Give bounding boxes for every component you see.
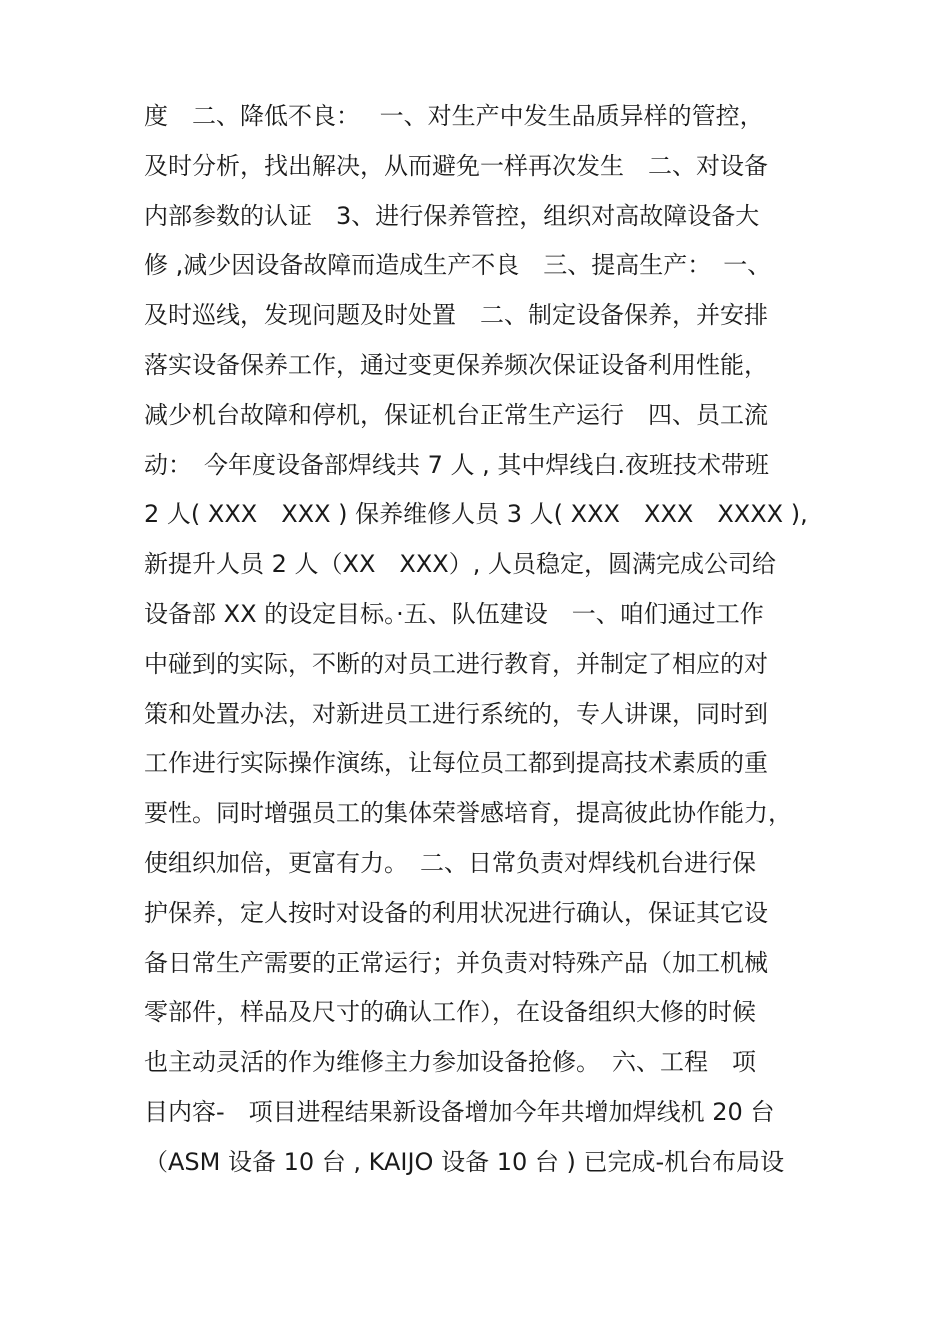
text-line-19: 零部件，样品及尺寸的确认工作），在设备组织大修的时候 <box>144 998 756 1027</box>
text-line-20: 也主动灵活的作为维修主力参加设备抢修。 六、工程 项 <box>144 1048 756 1077</box>
text-line-13: 策和处置办法，对新进员工进行系统的，专人讲课，同时到 <box>144 699 768 728</box>
text-line-7: 减少机台故障和停机，保证机台正常生产运行 四、员工流 <box>144 400 768 429</box>
text-line-15: 要性。同时增强员工的集体荣誉感培育，提高彼此协作能力， <box>144 799 792 828</box>
text-line-22: （ASM 设备 10 台 , KAIJO 设备 10 台 ) 已完成-机台布局设 <box>144 1147 785 1176</box>
text-line-4: 修 ,减少因设备故障而造成生产不良 三、提高生产： 一、 <box>144 251 772 280</box>
text-line-3: 内部参数的认证 3、进行保养管控，组织对高故障设备大 <box>144 201 760 230</box>
text-line-9: 2 人( XXX XXX ) 保养维修人员 3 人( XXX XXX XXXX ), <box>144 500 808 529</box>
text-line-8: 动： 今年度设备部焊线共 7 人 , 其中焊线白.夜班技术带班 <box>144 450 770 479</box>
text-line-16: 使组织加倍，更富有力。 二、日常负责对焊线机台进行保 <box>144 848 756 877</box>
text-line-2: 及时分析，找出解决，从而避免一样再次发生 二、对设备 <box>144 151 768 180</box>
text-line-12: 中碰到的实际，不断的对员工进行教育，并制定了相应的对 <box>144 649 768 678</box>
text-line-10: 新提升人员 2 人（XX XXX）, 人员稳定，圆满完成公司给 <box>144 550 776 579</box>
text-line-5: 及时巡线，发现问题及时处置 二、制定设备保养，并安排 <box>144 301 768 330</box>
text-line-18: 备日常生产需要的正常运行；并负责对特殊产品（加工机械 <box>144 948 768 977</box>
body-text <box>144 92 814 1188</box>
text-line-11: 设备部 XX 的设定目标。·五、队伍建设 一、咱们通过工作 <box>144 599 764 628</box>
text-line-17: 护保养，定人按时对设备的利用状况进行确认，保证其它设 <box>144 898 768 927</box>
text-line-21: 目内容- 项目进程结果新设备增加今年共增加焊线机 20 台 <box>144 1097 775 1126</box>
text-line-6: 落实设备保养工作，通过变更保养频次保证设备利用性能， <box>144 350 768 379</box>
text-line-14: 工作进行实际操作演练，让每位员工都到提高技术素质的重 <box>144 749 768 778</box>
text-line-1: 度 二、降低不良： 一、对生产中发生品质异样的管控， <box>144 102 764 130</box>
